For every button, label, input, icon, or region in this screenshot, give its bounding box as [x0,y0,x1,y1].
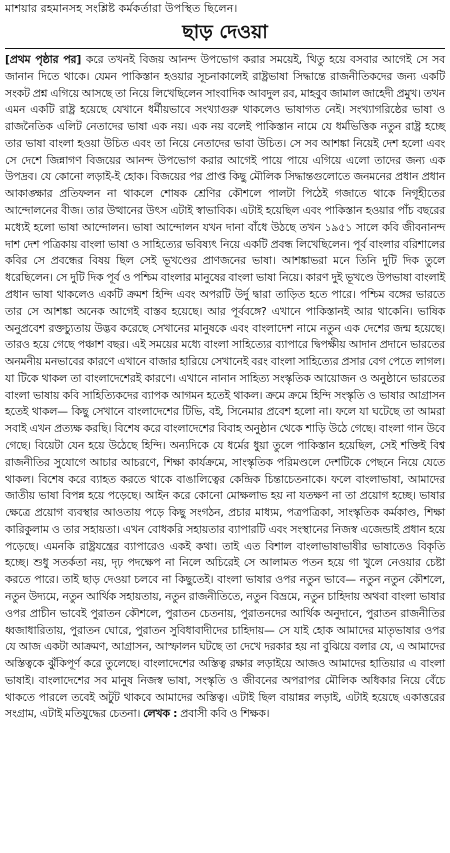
intro-line: মাশয়ার রহমানসহ সংশ্লিষ্ট কর্মকর্তারা উপস্থিত ছিলেন। [5,2,238,15]
body-text: করে তখনই বিজয় আনন্দ উপভোগ করার সময়েই, থিতু হয়ে বসবার আগেই সে সব জানান দিতে থাকে। যেমন পাকিস্তান হওয়ার সূচনাকালেই রাষ্ট্রভাষা সিদ্ধান্তে রাজনীতিকদের জন্য একটি সংকট প্রশ্ন এগিয়ে আসছে তা নিয়ে লিখেছিলেন সাংবাদিক আবদুল রব, মাহবুব জামাল জাহেদী প্রমুখ। তখন এমন একটি রাষ্ট্র হয়েছে যেখানে ধর্মীয়ভাবে সংখ্যাগুরু থাকলেও ভাষাগত নেই। সংখ্যাগরিষ্ঠের ভাষা ও রাজনৈতিক এলিট নেতাদের ভাষা এক নয়। এক নয় বলেই পাকিস্তান নামে যে ধর্মভিত্তিক নতুন রাষ্ট্র হচ্ছে তার ভাষা বাংলা হওয়া উচিত এবং তা নিয়ে নেতাদের ভাবা উচিত। সে সব আশঙ্কা নিয়েই দেশ হলো এবং সে দেশে জিন্নাগণ বিজয়ের আনন্দ উপভোগ করার আগেই পায়ে পায়ে এগিয়ে এলো তাদের জন্য এক উপদ্রব। যে কোনো লড়াই-ই হোক। বিজয়ের পর প্রাপ্ত কিছু মৌলিক সিদ্ধান্তগুলোতে জনমনের প্রধান প্রধান আকাঙ্ক্ষার প্রতিফলন না থাকলে শোষক শ্রেণির কৌশলে পালটা পিঠেই গজাতে থাকে নিগূহীতের আন্দোলনের বীজ। তার উত্থানের উৎস এটাই স্বাভাবিক। এটাই হয়েছিল এবং পাকিস্তান হওয়ার পাঁচ বছরের মধ্যেই হলো ভাষা আন্দোলন। ভাষা আন্দোলন যখন দানা বাঁধে উঠছে তখন ১৯৫১ সালে কবি জীবনানন্দ দাশ দেশ পত্রিকায় বাংলা ভাষা ও সাহিত্যের ভবিষ্যৎ নিয়ে একটি প্রবন্ধ লিখেছিলেন। পূর্ব বাংলার বরিশালের কবির সে প্রবন্ধের বিষয় ছিল সেই ভূখণ্ডের প্রাণজনের ভাষা। আশঙ্কাভরা মনে তিনি দুটি দিক তুলে ধরেছিলেন। সে দুটি দিক পূর্ব ও পশ্চিম বাংলার মানুষের বাংলা ভাষা নিয়ে। কারণ দুই ভূখণ্ডে উপভাষা বাংলাই প্রধান ভাষা থাকলেও একটি ক্রমশ হিন্দি এবং অপরটি উর্দু দ্বারা তাড়িত হতে পারে। পশ্চিম বঙ্গের ভারতে তার সে আশঙ্কা অনেক আগেই বাস্তব হয়েছে। আর পূর্ববঙ্গে? এখানে পাকিস্তানই আর থাকেনি। ভাষিক অনুপ্রবেশ রক্তচ্যুতায় উদ্ভব করেছে সেখানের মানুষকে এবং বাংলাদেশ নামে নতুন এক দেশের জন্ম হয়েছে। তারও হয়ে গেছে পঞ্চাশ বছর। এই সময়ের মধ্যে বাংলা সাহিত্যের ব্যাপারে দ্বিপক্ষীয় আদান প্রদানে ভারতের অনমনীয় মনভাবের কারণে এখানে বাজার হারিয়ে সেখানেই বরং বাংলা সাহিত্যের প্রসার বেগ পেতে লাগল। যা টিকে থাকল তা বাংলাদেশেরই কারণে। এখানে নানান সাহিত্য সংস্কৃতিক আয়োজন ও অনুষ্ঠানে ভারতের বাংলা ভাষায় কবি সাহিত্যিকদের ব্যাপক আগমন হতেই থাকল। ক্রমে ক্রমে হিন্দি সংস্কৃতি ও ভাষার আগ্রাসন হতেই থাকল— কিছু সেখানে বাংলাদেশের টিভি, বই, সিনেমার প্রবেশ হলো না। ফলে যা ঘটেছে তা আমরা সবাই এখন প্রত্যক্ষ করছি। বিশেষ করে বাংলাদেশের বিবাহ অনুষ্ঠান থেকে শাড়ি উঠে গেছে। বাংলা গান উবে গেছে। বিয়েটা যেন হয়ে উঠেছে হিন্দি। অন্যদিকে যে ধর্মের ধুয়া তুলে পাকিস্তান হয়েছিল, সেই শক্তিই বিশ্ব রাজনীতির সুযোগে আচার আচরণে, শিক্ষা কার্যক্রমে, সাংস্কৃতিক পরিমণ্ডলে দেশটিকে পেছনে নিয়ে যেতে থাকল। বিশেষ করে ব্যাহত করতে থাকে বাঙালিত্বের কেন্দ্রিক চিন্তাচেতনাকে। ফলে বাংলাভাষা, আমাদের জাতীয় ভাষা বিপন্ন হয়ে পড়েছে। আইন করে কোনো মোক্ষলাভ হয় না যতক্ষণ না তা প্রয়োগ হচ্ছে। ভাষার ক্ষেত্রে প্রয়োগ ব্যবস্থার আওতায় পড়ে কিছু সংগঠন, প্রচার মাধ্যম, পত্রপত্রিকা, সাংস্কৃতিক কর্মকাণ্ড, শিক্ষা কারিকুলাম ও তার সহায়তা। এখন বোধকরি সহায়তার ব্যাপারটি এবং সংস্থানের নিজস্ব এজেন্ডাই প্রধান হয়ে পড়েছে। এমনকি রাষ্ট্রযন্ত্রের ব্যাপারেও একই কথা। তাই এত বিশাল বাংলাভাষাভাষীর ভাষাতেও বিকৃতি হচ্ছে। শুধু সতর্কতা নয়, দৃঢ় পদক্ষেপ না নিলে অচিরেই সে আলামত পতন হয়ে গা খুলে নেওয়ার চেষ্টা করতে পারে। তাই ছাড় দেওয়া চলবে না কিছুতেই। বাংলা ভাষার ওপর নতুন ভাবে— নতুন নতুন কৌশলে, নতুন উদ্যমে, নতুন আর্থিক সহায়তায়, নতুন রাজনীতিতে, নতুন বিভ্রমে, নতুন চাহিদায় অথবা বাংলা ভাষার ওপর প্রাচীন ভাবেই পুরাতন কৌশলে, পুরাতন চেতনায়, পুরাতনদের আর্থিক অনুদানে, পুরাতন রাজনীতির ধ্বজাধারিতায়, পুরাতন ঘোরে, পুরাতন সুবিধাবাদীদের চাহিদায়— সে যাই হোক আমাদের মাতৃভাষার ওপর যে আজ একটা আক্রমণ, আগ্রাসন, আস্ফালন ঘটছে তা দেখে দরকার হয় না বুঝিয়ে বলার যে, এ আমাদের অস্তিত্বকে ঝুঁকিপূর্ণ করে তুলেছে। বাংলাদেশের অস্তিত্ব রক্ষার লড়াইয়ে আজও আমাদের হাতিয়ার এ বাংলা ভাষাই। বাংলাদেশের সব মানুষ নিজস্ব ভাষা, সংস্কৃতি ও জীবনের অপরাপর মৌলিক অধিকার নিয়ে বেঁচে থাকতে পারলে তবেই অটুট থাকবে আমাদের অস্তিত্ব। এটাই ছিল বায়ান্নর লড়াই, এটাই হয়েছে একাত্তরের সংগ্রাম, এটাই মতিযুদ্ধের চেতনা। [5,53,446,721]
newspaper-clipping [0,1,450,853]
divider [5,48,445,49]
byline-label: লেখক : [143,707,178,721]
byline-text: প্রবাসী কবি ও শিক্ষক। [177,707,270,721]
continuation-tag: [প্রথম পৃষ্ঠার পর] [5,53,82,66]
headline: ছাড় দেওয়া [182,21,268,43]
article-body [5,52,445,723]
